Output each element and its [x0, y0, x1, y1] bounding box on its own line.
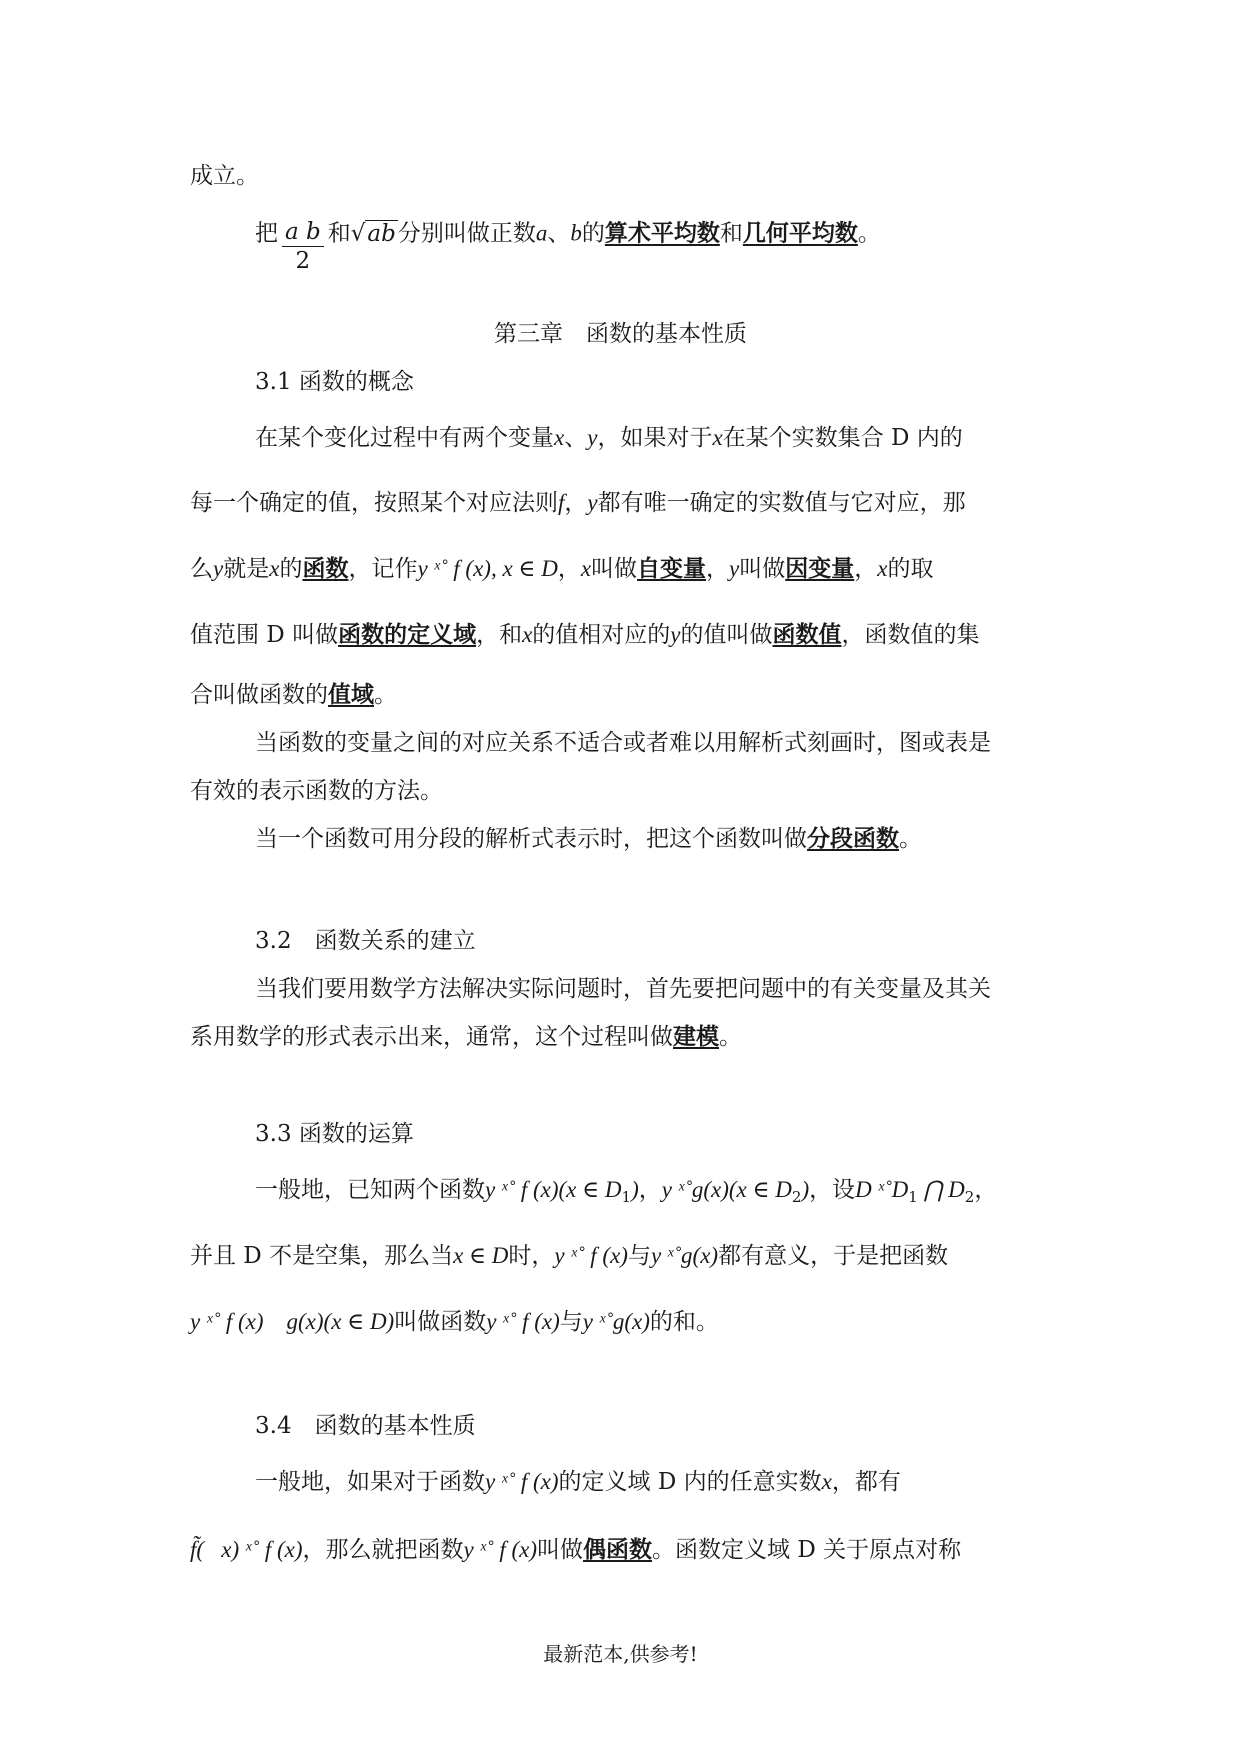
section-heading-text: 3.1 函数的概念 — [255, 369, 414, 395]
page-footer — [0, 1638, 1241, 1670]
math-expression: ⋂ D — [917, 1177, 965, 1202]
math-var: x — [877, 556, 888, 581]
math-expression: x ∈ D — [453, 1243, 509, 1268]
key-term: 函数值 — [772, 621, 842, 648]
section-heading-3-2 — [255, 925, 1060, 957]
text-line — [190, 553, 1060, 585]
key-term: 分段函数 — [807, 825, 899, 852]
math-var: x — [821, 1469, 832, 1494]
text: 当我们要用数学方法解决实际问题时，首先要把问题中的有关变量及其关 — [255, 976, 991, 1002]
text: ， — [638, 1177, 662, 1203]
math-expression: f̃( x) ˣ˚ f (x) — [190, 1537, 303, 1562]
math-var: a — [535, 220, 548, 246]
text-line — [190, 1240, 1060, 1272]
text: 的 — [581, 220, 605, 247]
text: 都有唯一确定的实数值与它对应，那 — [597, 490, 966, 516]
key-term: 几何平均数 — [742, 219, 858, 247]
key-term: 偶函数 — [583, 1536, 653, 1563]
section-heading-3-3 — [255, 1118, 1060, 1150]
math-expression: y ˣ˚ f (x) — [463, 1537, 538, 1562]
text: 与 — [627, 1243, 651, 1269]
section-heading-text: 3.3 函数的运算 — [255, 1121, 414, 1147]
text-line: 把 $\frac{\text{a b}}{2}$ 和√ab分别叫做正数a、b的算术平均数和几何平均数。 — [255, 219, 881, 274]
text-line — [255, 1174, 1060, 1213]
key-term: 算术平均数 — [604, 219, 720, 247]
text: 当一个函数可用分段的解析式表示时，把这个函数叫做 — [255, 826, 807, 852]
math-var: f — [558, 490, 565, 515]
text: 、 — [547, 220, 571, 247]
chapter-title — [0, 318, 1241, 350]
text: 和 — [327, 220, 351, 247]
text: ， — [974, 1177, 998, 1203]
text-line — [190, 160, 1060, 192]
text-line — [255, 1466, 1060, 1498]
text: 都有意义，于是把函数 — [718, 1243, 949, 1269]
text-line — [255, 422, 1060, 454]
text: 在某个变化过程中有两个变量 — [255, 425, 554, 451]
key-term: 建模 — [673, 1023, 719, 1050]
math-var: y — [670, 622, 681, 647]
text: ，都有 — [831, 1469, 901, 1495]
text: 。 — [899, 826, 922, 852]
math-var: x — [580, 556, 592, 581]
text: ，那么就把函数 — [302, 1537, 464, 1563]
key-term: 因变量 — [785, 555, 855, 582]
sqrt-expression: ab — [367, 220, 396, 247]
math-expression: y ˣ˚ f (x), x ∈ D — [417, 556, 558, 581]
text-line — [190, 1534, 1060, 1566]
math-expression: y ˣ˚ f (x) — [486, 1309, 560, 1334]
text-line — [255, 823, 1060, 855]
math-subscript: 2 — [964, 1188, 975, 1206]
text-line — [190, 1021, 1060, 1053]
text: 叫做函数 — [394, 1309, 487, 1335]
math-expression: y ˣ˚ f (x) g(x)(x ∈ D) — [190, 1309, 395, 1334]
math-expression: y ˣ˚ f (x) — [554, 1243, 628, 1268]
text: 时， — [508, 1243, 555, 1269]
text: 的取 — [887, 556, 934, 582]
text: ， — [557, 556, 581, 582]
text: 与 — [559, 1309, 583, 1335]
text: 在某个实数集合 D 内的 — [722, 425, 963, 451]
math-expression: D ˣ˚D — [855, 1177, 909, 1202]
text: 合叫做函数的 — [190, 682, 328, 708]
text: 分别叫做正数 — [397, 220, 536, 247]
text: 就是 — [223, 556, 270, 582]
math-var: x — [269, 556, 280, 581]
text: 。 — [857, 220, 881, 247]
text: 和 — [719, 220, 743, 247]
math-var: x — [554, 425, 565, 450]
text: 的和。 — [649, 1309, 719, 1335]
text: 每一个确定的值，按照某个对应法则 — [190, 490, 558, 516]
text: 一般地，如果对于函数 — [255, 1469, 485, 1495]
text: ，和 — [476, 622, 523, 648]
section-heading-3-4 — [255, 1410, 1060, 1442]
text: 叫做 — [591, 556, 638, 582]
math-var: x — [522, 622, 533, 647]
text: 有效的表示函数的方法。 — [190, 778, 443, 804]
text: 并且 D 不是空集，那么当 — [190, 1243, 454, 1269]
text-line — [190, 775, 1060, 807]
math-expression: ) — [631, 1177, 639, 1202]
text: ， — [564, 490, 588, 516]
text: 、 — [564, 425, 588, 451]
text: 的 — [279, 556, 303, 582]
text: ，如果对于 — [597, 425, 713, 451]
text: ，设 — [809, 1177, 856, 1203]
text-line — [190, 487, 1060, 519]
math-var: y — [587, 425, 598, 450]
section-heading-3-1 — [255, 366, 1060, 398]
text-line — [255, 973, 1060, 1005]
text-line — [255, 727, 1060, 759]
section-heading-text: 3.2 函数关系的建立 — [255, 928, 476, 954]
text-line — [190, 679, 1060, 711]
footer-text: 最新范本,供参考! — [543, 1642, 698, 1666]
fraction — [282, 218, 324, 275]
text-line — [190, 1306, 1060, 1338]
chapter-title-text: 第三章 函数的基本性质 — [494, 321, 747, 347]
text: ，函数值的集 — [841, 622, 980, 648]
text: 值范围 D 叫做 — [190, 622, 339, 648]
text: 叫做 — [537, 1537, 584, 1563]
key-term: 函数 — [302, 555, 349, 582]
text: 的值相对应的 — [532, 622, 671, 648]
text: 当函数的变量之间的对应关系不适合或者难以用解析式刻画时，图或表是 — [255, 730, 991, 756]
text: 叫做 — [739, 556, 786, 582]
math-expression: y ˣ˚g(x) — [650, 1243, 719, 1268]
text-line — [190, 619, 1060, 651]
text: 系用数学的形式表示出来，通常，这个过程叫做 — [190, 1024, 673, 1050]
math-var: y — [213, 556, 224, 581]
text: 么 — [190, 556, 213, 582]
text: 的值叫做 — [680, 622, 773, 648]
key-term: 值域 — [328, 681, 374, 708]
math-expression: ) — [801, 1177, 810, 1202]
text: 成立。 — [190, 163, 259, 189]
fraction-denominator: 2 — [295, 248, 311, 274]
text: ， — [706, 556, 730, 582]
fraction-numerator: a b — [282, 218, 324, 247]
math-var: b — [570, 220, 582, 246]
math-var: x — [712, 425, 723, 450]
key-term: 自变量 — [637, 555, 707, 582]
math-expression: y ˣ˚g(x)(x ∈ D — [661, 1177, 792, 1202]
section-heading-text: 3.4 函数的基本性质 — [255, 1413, 476, 1439]
math-subscript: 2 — [791, 1188, 802, 1206]
math-var: y — [729, 556, 740, 581]
text: 的定义域 D 内的任意实数 — [558, 1469, 822, 1495]
math-subscript: 1 — [621, 1188, 632, 1206]
math-subscript: 1 — [908, 1188, 918, 1206]
math-expression: y ˣ˚g(x) — [582, 1309, 650, 1334]
text: 。 — [374, 682, 397, 708]
text: 。函数定义域 D 关于原点对称 — [652, 1537, 962, 1563]
math-expression: y ˣ˚ f (x) — [485, 1469, 559, 1494]
math-var: y — [587, 490, 598, 515]
text: ，记作 — [348, 556, 418, 582]
text: 把 — [255, 220, 278, 247]
key-term: 函数的定义域 — [338, 621, 477, 648]
text: ， — [854, 556, 878, 582]
text: 一般地，已知两个函数 — [255, 1177, 485, 1203]
text: 。 — [719, 1024, 742, 1050]
math-expression: y ˣ˚ f (x)(x ∈ D — [485, 1177, 622, 1202]
